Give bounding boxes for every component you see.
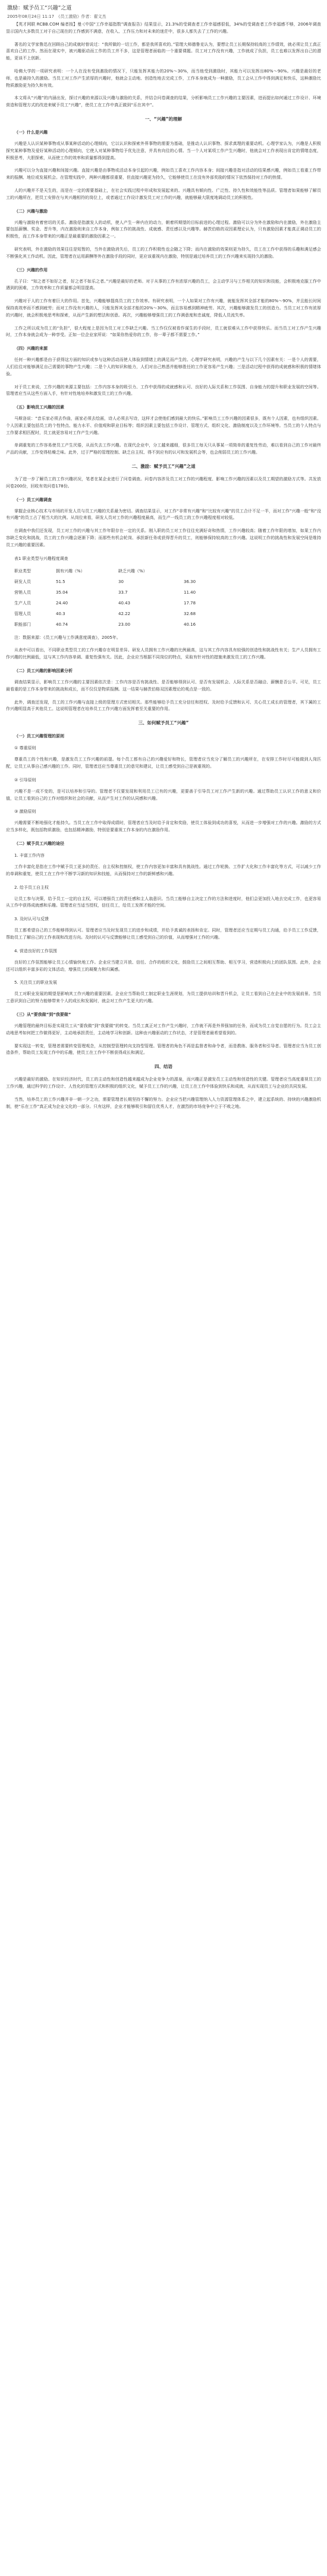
subsection-heading: （三）从“要我做”到“我要做” [14,1012,71,1017]
subsection-heading: （三）兴趣的作用 [14,267,48,273]
item-heading: 4. 营造良好的工作氛围 [14,948,57,953]
paragraph: 对于员工来说，工作兴趣的来源主要包括：工作内容本身的吸引力、工作中获得的成就感和认可、良好的人际关系和工作氛围、自身能力的提升和职业发展的空间等。管理者应当从这些方面入手，有针对性地培养和激发员工的工作兴趣。 [6,384,321,397]
paragraph: 调查结果显示，影响员工工作兴趣的主要因素依次是：工作内容是否有挑战性、是否能够得到认可、是否有发展机会、人际关系是否融洽、薪酬是否公平。可见，员工最看重的是工作本身带来的挑战和成长，而不仅仅是物质报酬。这一结果与赫茨伯格双因素理论的观点是一致的。 [6,680,321,692]
paragraph: 任何一种兴趣都是由于获得这方面的知识或参与这种活动而使人体验到情绪上的满足而产生的。心理学研究表明，兴趣的产生与以下几个因素有关：一是个人的需要，人们往往对能够满足自己需要的事物产生兴趣；二是个人的知识和能力，人们对自己熟悉并能够胜任的工作更容易产生兴趣；三是活动过程中获得的成就感和积极的情绪体验。 [6,357,321,376]
table-cell: 缺乏兴趣（%） [118,568,147,573]
survey-table [14,566,231,630]
paragraph: 马斯洛说：“音乐家必须去作曲，画家必须去绘画，诗人必须去写诗，这样才会使他们感到最大的快乐。”影响员工工作兴趣的因素很多，既有个人因素，也有组织因素。个人因素主要包括员工的个性特点、能力水平、价值观和职业目标等；组织因素主要包括工作设计、管理方式、组织文化、激励制度以及工作环境等。当员工的个人特点与工作要求相匹配时，员工就更容易对工作产生兴趣。 [6,416,321,435]
table-cell: 33.7 [118,590,128,595]
paragraph: 单调重复的工作容易使员工产生厌倦，从而失去工作兴趣。在现代企业中，分工越来越细，很多员工每天只从事某一项简单的重复性劳动，难以看到自己的工作对最终产品的贡献，工作变得枯燥乏味。此外，过于严格的管理控制、缺乏自主权、得不到应有的认可和发展机会等，也会削弱员工的工作兴趣。 [6,443,321,455]
table-cell: 40.43 [118,600,131,606]
item-heading: 5. 关注员工的职业发展 [14,980,57,986]
paragraph: 兴趣是最好的激励。在知识经济时代，员工的主动性和创造性越来越成为企业竞争力的源泉，而兴趣正是激发员工主动性和创造性的关键。管理者应当高度重视员工的工作兴趣，通过科学的工作设计、人性化的管理方式和积极的组织文化，赋予员工工作的兴趣，让员工在工作中体验到快乐和成就，从而实现员工与企业的共同发展。 [6,1077,321,1089]
article-body [6,21,321,1110]
table-cell: 职业类型 [14,568,31,573]
paragraph: 为了进一步了解员工的工作兴趣状况，笔者在某企业进行了问卷调查。问卷内容涉及员工对工作的兴趣程度、影响工作兴趣的因素以及员工期望的激励方式等。共发放问卷200份，回收有效问卷178份。 [6,477,321,489]
paragraph: 尊重员工的个性和兴趣，是激发员工工作兴趣的前提。每个员工都有自己的兴趣爱好和特长，管理者应当充分了解员工的兴趣所在，在安排工作时尽可能做到人岗匹配，让员工从事自己感兴趣的工作。同时，管理者还应当尊重员工的意见和建议，让员工感受到自己是被重视的。 [6,757,321,769]
paragraph: 让员工参与决策，给予员工一定的自主权，可以增强员工的责任感和主人翁意识。当员工能够自主决定工作的方法和进度时，他们会更加投入地去完成工作，也更容易从工作中获得成就感和乐趣。管理者应当适当授权，信任员工，给员工发挥才能的空间。 [6,896,321,908]
subsection-heading: （二）赋予员工兴趣的途径 [14,841,64,847]
subsection-heading: （一）什么是兴趣 [14,129,48,135]
paragraph: 良好的工作氛围能够让员工心情愉快地工作。企业应当建立开放、信任、合作的组织文化，鼓励员工之间相互帮助、相互学习，营造积极向上的团队氛围。此外，企业还可以组织丰富多彩的文体活动，增强员工的凝聚力和归属感。 [6,959,321,972]
paragraph: 人的兴趣并不是天生的，而是在一定的需要基础上，在社会实践过程中形成和发展起来的。兴趣具有倾向性、广泛性、持久性和效能性等品质。管理者如果能够了解员工的兴趣所在，把员工安排在与其兴趣相符的岗位上，或者通过工作设计激发员工对工作的兴趣，就能够最大限度地调动员工的积极性。 [6,188,321,200]
item-heading: ① 尊重原则 [14,746,36,751]
item-heading: 3. 及时认可与反馈 [14,917,49,922]
subsection-heading: （四）兴趣的来源 [14,346,48,351]
table-cell: 17.78 [184,600,196,606]
paragraph: 当然，培养员工的工作兴趣并非一朝一夕之功，需要管理者长期坚持不懈的努力。企业应当把兴趣管理纳入人力资源管理体系之中，建立起系统的、持续的兴趣激励机制，使“乐在工作”真正成为企业文化的一部分。只有这样，企业才能够吸引和留住优秀人才，在激烈的市场竞争中立于不败之地。 [6,1097,321,1109]
section-heading: 四、结语 [155,1064,172,1070]
paragraph: 兴趣需要不断地强化才能持久。当员工在工作中取得成绩时，管理者应当及时给予肯定和奖励，使员工体验到成功的喜悦，从而进一步增强对工作的兴趣。激励的方式应当多样化，既包括物质激励，也包括精神激励，特别是要重视工作本身的内在激励作用。 [6,820,321,833]
table-cell: 40.74 [56,622,68,627]
table-cell: 24.40 [56,600,68,606]
paragraph: 掌握企业核心技术与市场的开发人员与员工兴趣的关系最为密切。调查结果显示，对工作“非常有兴趣”和“比较有兴趣”的员工合计不足一半，而对工作“兴趣一般”和“没有兴趣”的员工占了相当大的比例。从岗位来看，研发人员对工作的兴趣程度最高，而生产一线员工的工作兴趣程度相对较低。 [6,508,321,521]
paragraph: 本文将从“兴趣”的内涵出发，探讨兴趣的来源以及兴趣与激励的关系，并结合问卷调查的结果，分析影响员工工作兴趣的主要因素，进而提出如何通过工作设计、环境营造和管理方式的改进来赋予员工“兴趣”，使员工在工作中真正做到“乐在其中”。 [6,96,321,108]
table-cell: 23.00 [118,622,131,627]
item-heading: 1. 丰富工作内容 [14,853,45,858]
subsection-heading: （一）员工兴趣管理的原则 [14,734,64,739]
subsection-heading: （二）员工兴趣的影响因素分析 [14,668,73,674]
table-caption: 表1 职业类型与兴趣程度调查 [14,556,68,561]
article-meta: 2005年08月24日 11:17 《员工激励》作者：翟文杰 [7,14,106,19]
item-heading: 2. 给予员工自主权 [14,885,49,890]
paragraph: 研究表明，外在激励的效果往往是短暂的，当外在激励消失后，员工的工作积极性也会随之下降；而内在激励的效果则更为持久，员工在工作中获得的乐趣和满足感会不断强化其工作动机。因此，管理者在运用薪酬等外在激励手段的同时，更应该重视内在激励，特别是通过培养员工的工作兴趣来实现持久的激励。 [6,246,321,259]
table-cell [184,566,231,576]
table-cell: 35.04 [56,590,68,595]
paragraph: 哈佛大学的一项研究表明：一个人在没有受到激励的情况下，只能发挥其能力的20%～30%，而当他受到激励时，其能力可以发挥出80%～90%。兴趣是最好的老师，也是最持久的激励。当员工对工作产生浓厚的兴趣时，他就会主动地、创造性地去完成工作，工作本身就成为一种激励，员工会从工作中得到满足和快乐，这种激励比物质激励更为持久和有效。 [6,68,321,88]
table-row [14,576,231,587]
paragraph: 员工都希望自己的工作能够得到认可。管理者应当及时发现员工的进步和成绩，并给予真诚的表扬和肯定。同时，管理者还应当定期与员工沟通，给予员工工作反馈，帮助员工了解自己的工作表现和改进方向。及时的认可与反馈能够让员工感受到自己的价值，从而增强对工作的兴趣。 [6,928,321,940]
paragraph: 孔子曰：“知之者不如好之者，好之者不如乐之者。”兴趣是最好的老师。对于从事的工作有浓厚兴趣的员工，会主动学习与工作相关的知识和技能，会积极地克服工作中遇到的困难，工作效率和工作质量都会明显提高。 [6,278,321,291]
paragraph: 注：数据来源：《员工兴趣与工作满意度调查》，2005年。 [14,635,121,640]
table-cell: 拥有兴趣（%） [56,568,85,573]
table-cell: 30 [118,579,124,584]
item-heading: ③ 激励原则 [14,809,36,815]
paragraph: 兴趣对于人的工作有着巨大的作用。首先，兴趣能够提高员工的工作效率。有研究表明，一个人如果对工作有兴趣，就能发挥其全部才能的80%～90%，并且能长时间保持高效率而不感到疲劳；而对工作没有兴趣的人，只能发挥其全部才能的20%～30%，而且容易感到精神疲劳。其次，兴趣能够激发员工的创造力。当员工对工作有浓厚的兴趣时，就会积极地思考和探索，从而产生新的想法和创意。再次，兴趣能够增强员工的工作满意度和忠诚度，降低人员流失率。 [6,299,321,318]
table-row [14,609,231,619]
table-cell: 营销人员 [14,590,31,595]
table-cell: 职能部门 [14,622,31,627]
table-cell: 生产人员 [14,600,31,606]
paragraph: 兴趣管理的最终目标是实现员工从“要我做”到“我要做”的转变。当员工真正对工作产生兴趣时，工作就不再是外界强加的任务，而成为员工自觉自愿的行为。员工会主动地思考如何把工作做得更好，主动地承担责任，主动地学习和创新。这种由兴趣驱动的工作状态，才是管理者最希望看到的。 [6,1023,321,1035]
item-heading: ② 引导原则 [14,777,36,782]
paragraph: 兴趣是人认识某种事物或从事某种活动的心理倾向，它以认识和探索外界事物的需要为基础，是推动人认识事物、探求真理的重要动机。心理学家认为，兴趣是人积极探究某种事物及爱好某种活动的心理倾向，它使人对某种事物给予优先注意，并具有向往的心情。当一个人对某项工作产生兴趣时，他就会对工作表现出肯定的情绪态度，积极思考，大胆探索，从而使工作的效率和质量都得到提高。 [6,141,321,160]
paragraph: 从表中可以看出，不同职业类型员工的工作兴趣存在明显差异。研发人员拥有工作兴趣的比例最高，这与其工作内容具有较强的创造性和挑战性有关；生产人员拥有工作兴趣的比例最低，这与其工作内容单调、重复性强有关。因此，企业应当根据不同岗位的特点，采取有针对性的措施来激发员工的工作兴趣。 [6,648,321,660]
table-cell: 40.16 [184,622,196,627]
table-cell: 研发人员 [14,579,31,584]
table-cell: 36.30 [184,579,196,584]
paragraph: 兴趣与激励有着密切的关系。激励是指激发人的动机，使人产生一种内在的动力，朝着所期望的目标前进的心理过程。激励可以分为外在激励和内在激励，外在激励主要包括薪酬、奖金、晋升等，内在激励则来自工作本身，例如工作的挑战性、成就感、责任感以及兴趣等。赫茨伯格的双因素理论认为，只有激励因素才能真正调动员工的积极性，而工作本身带来的兴趣正是最重要的激励因素之一。 [6,220,321,239]
table-cell: 管理人员 [14,611,31,616]
section-heading: 一、“兴趣”的理解 [144,116,183,122]
paragraph: 工作丰富化是指在工作中赋予员工更多的责任、自主权和控制权，使工作内容更加丰富和具有挑战性。通过工作轮换、工作扩大化和工作丰富化等方式，可以减少工作的单调和重复，使员工在工作中不断学习新的知识和技能，从而保持对工作的新鲜感和兴趣。 [6,864,321,876]
paragraph: 兴趣可以分为直接兴趣和间接兴趣。直接兴趣是由事物或活动本身引起的兴趣，例如员工喜欢工作内容本身；间接兴趣是指对活动的结果感兴趣，例如员工看重工作带来的报酬、地位或发展机会。在管理实践中，两种兴趣都很重要，但直接兴趣更为持久，它能够使员工在没有外部奖励的情况下依然保持对工作的热情。 [6,168,321,180]
paragraph: 此外，调查还发现，员工的工作兴趣与直接上级的管理方式密切相关。那些能够给予员工充分信任和授权、及时给予反馈和认可、关心员工成长的管理者，其下属的工作兴趣明显高于其他员工。这说明管理者在培养员工工作兴趣方面发挥着至关重要的作用。 [6,699,321,712]
subsection-heading: （二）兴趣与激励 [14,208,48,214]
article-title: 激励：赋予员工“兴趣”之道 [7,5,72,11]
table-cell: 51.5 [56,579,65,584]
table-cell: 32.68 [184,611,196,616]
table-cell: 40.3 [56,611,65,616]
paragraph: 要实现这一转变，管理者需要转变管理观念，从控制型管理转向支持型管理。管理者的角色不再是监督者和命令者，而是教练、服务者和引导者。管理者应当为员工创造条件，帮助员工发现工作中的乐趣，使员工在工作中不断获得成长和满足。 [6,1043,321,1056]
section-heading: 三、如何赋予员工“兴趣” [138,720,189,726]
paragraph: 在调查中我们还发现，员工对工作的兴趣与其工作年限存在一定的关系。刚入职的员工对工作往往充满好奇和热情，工作兴趣较高；随着工作年限的增加，如果工作内容缺乏变化和挑战，员工的工作兴趣会逐渐下降；而那些有机会轮岗、承担新任务或获得晋升的员工，则能够保持较高的工作兴趣。这说明工作的挑战性和发展空间是维持员工兴趣的重要因素。 [6,528,321,547]
table-header-row [14,566,231,576]
table-cell: 11.40 [184,590,196,595]
paragraph: 兴趣不是一成不变的，是可以培养和引导的。管理者不仅要发现和利用员工已有的兴趣，更要善于引导员工对工作产生新的兴趣。通过帮助员工认识工作的意义和价值，让员工看到自己的工作对组织和社会的贡献，从而产生对工作的认同感和兴趣。 [6,788,321,801]
section-heading: 二、激励：赋予员工“兴趣”之道 [131,464,196,470]
paragraph: 【英才网联 RCBB.COM 编者按】曼·《中国“工作幸福指数”调查报告》结果显示，21.3%的受调查者工作幸福感很低，34%的受调查者工作幸福感不够，2006年调查显示国内大多数员工对于自己现在的工作感到不满意，在收入、工作压力和对未来的迷茫中，很多人都失去了工作的兴趣。 [6,22,321,34]
table-row [14,598,231,609]
subsection-heading: （一）员工兴趣调查 [14,497,52,502]
paragraph: 工作之所以成为员工的“负担”，很大程度上是因为员工对工作缺乏兴趣。当工作仅仅被看作谋生的手段时，员工就很难从工作中获得快乐。而当员工对工作产生兴趣时，工作本身就会成为一种享受。正如一位企业家所说：“如果你热爱你的工作，你一辈子都不需要工作。” [6,325,321,338]
table-cell: 42.22 [118,611,131,616]
table-row [14,619,231,630]
table-row [14,587,231,598]
paragraph: 员工对职业发展的期望是影响其工作兴趣的重要因素。企业应当帮助员工制定职业生涯规划，为员工提供培训和晋升机会，让员工看到自己在企业中的发展前景。当员工意识到自己的努力能够带来个人的成长和发展时，就会对工作产生更大的兴趣。 [6,991,321,1004]
paragraph: 著名的文学家鲁迅在回顾自己的成就时曾说过：“我所做的一切工作，都是我所喜欢的。”管理大师德鲁克认为，要想让员工长期保持较高的工作绩效，就必须让员工真正喜欢自己的工作。然而在现实中，被兴趣驱动而工作的员工并不多，这是管理者面临的一个重要课题。员工对工作没有兴趣，工作就成了负担，员工也难以发挥出自己的潜能，更谈不上创新。 [6,42,321,61]
subsection-heading: （五）影响员工兴趣的因素 [14,405,64,410]
